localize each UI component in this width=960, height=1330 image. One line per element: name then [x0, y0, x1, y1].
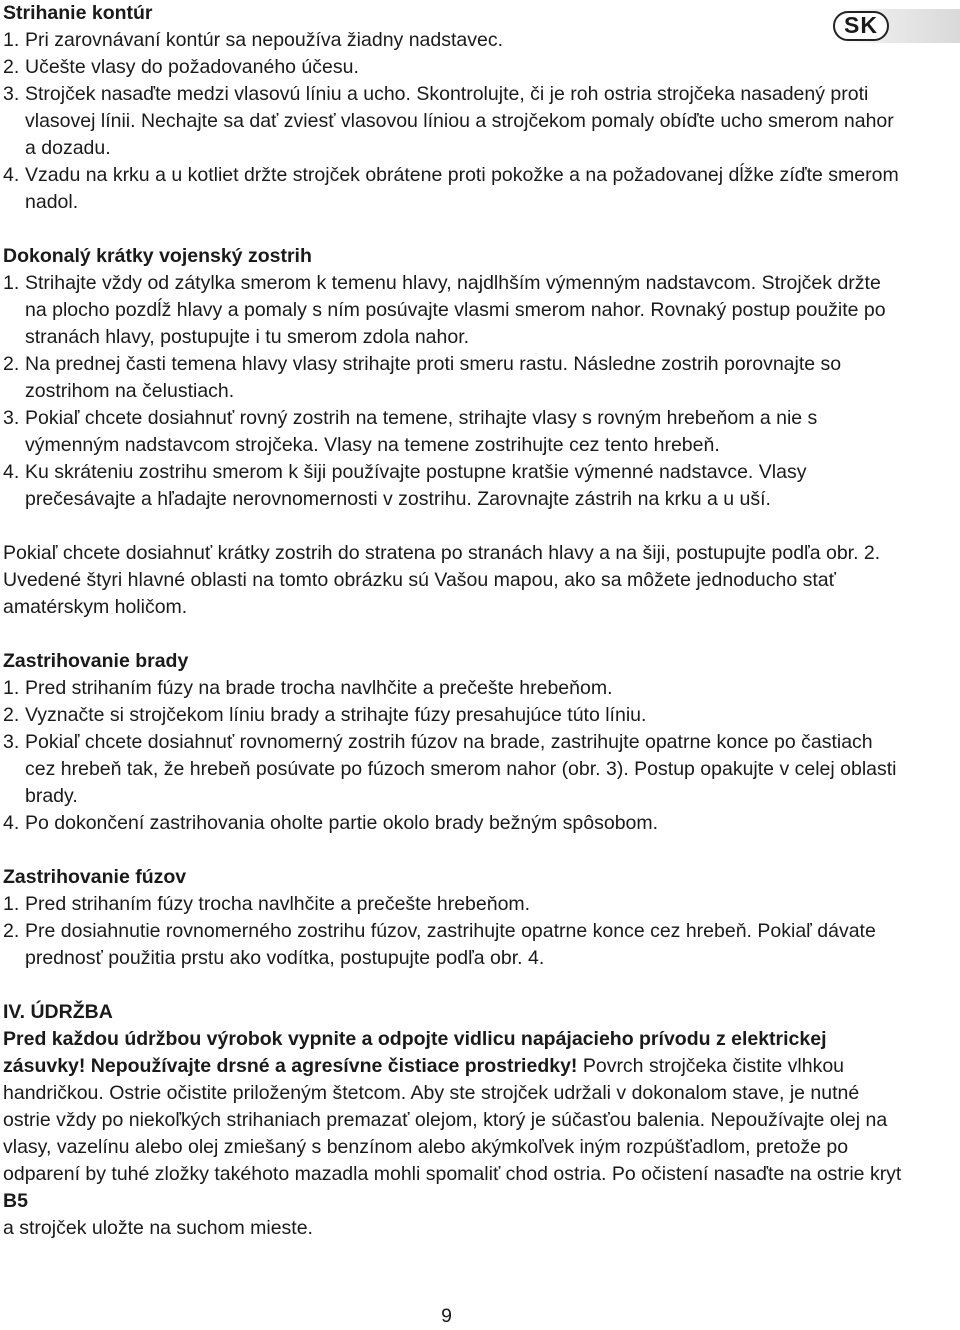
section-moustache-trimming [3, 864, 903, 972]
item-number: 2. [3, 704, 20, 726]
item-text: Ku skráteniu zostrihu smerom k šiji používajte postupne kratšie výmenné nadstavce. Vlasy prečesávajte a hľadajte nerovnomernosti v zostrihu. Zarovnajte zástrih na krku a u uší. [25, 461, 807, 510]
list-item [3, 675, 903, 702]
item-text: Strihajte vždy od zátylka smerom k temenu hlavy, najdlhším výmenným nadstavcom. Strojček držte na plocho pozdĺž hlavy a pomaly s ním posúvajte vlasmi smerom nahor. Rovnaký postup použite po stranách hlavy, postupujte i tu smerom zdola nahor. [25, 272, 886, 348]
item-text: Pokiaľ chcete dosiahnuť rovnomerný zostrih fúzov na brade, zastrihujte opatrne konce po častiach cez hrebeň tak, že hrebeň posúvate po fúzoch smerom nahor (obr. 3). Postup opakujte v celej oblasti brady. [25, 731, 897, 807]
section-maintenance [3, 999, 903, 1242]
item-number: 4. [3, 164, 20, 186]
item-text: Vyznačte si strojčekom líniu brady a strihajte fúzy presahujúce túto líniu. [25, 704, 647, 726]
list-item [3, 891, 903, 918]
item-text: Na prednej časti temena hlavy vlasy strihajte proti smeru rastu. Následne zostrih porovnajte so zostrihom na čelustiach. [25, 353, 842, 402]
list-item [3, 702, 903, 729]
section-beard-trimming [3, 648, 903, 837]
maintenance-paragraph [3, 1026, 903, 1242]
item-number: 2. [3, 56, 20, 78]
item-number: 1. [3, 677, 20, 699]
item-text: Po dokončení zastrihovania oholte partie okolo brady bežným spôsobom. [25, 812, 659, 834]
list-item [3, 81, 903, 162]
list-item [3, 810, 903, 837]
maintenance-text: Povrch strojčeka čistite vlhkou handričkou. Ostrie očistite priloženým štetcom. Aby ste strojček udržali v dokonalom stave, je nutné ostrie vždy po niekoľkých strihaniach premazať olejom, ktorý je súčasťou balenia. Nepoužívajte olej na vlasy, vazelínu alebo olej zmiešaný s benzínom alebo akýmkoľvek iným rozpúšťadlom, pretože po odparení by tuhé zložky takéhoto mazadla mohli spomaliť chod ostria. Po očistení nasaďte na ostrie kryt [3, 1055, 902, 1185]
list-item [3, 918, 903, 972]
list-item [3, 405, 903, 459]
list-item [3, 27, 903, 54]
item-number: 3. [3, 407, 20, 429]
item-number: 3. [3, 731, 20, 753]
paragraph-fade-cut: Pokiaľ chcete dosiahnuť krátky zostrih do stratena po stranách hlavy a na šiji, postupujte podľa obr. 2. Uvedené štyri hlavné oblasti na tomto obrázku sú Vašou mapou, ako sa môžete jednoducho stať amatérskym holičom. [3, 542, 881, 618]
item-number: 4. [3, 812, 20, 834]
language-badge: SK [833, 11, 889, 41]
maintenance-text-end: a strojček uložte na suchom mieste. [3, 1217, 313, 1239]
cover-code: B5 [3, 1190, 28, 1212]
section-title: IV. ÚDRŽBA [3, 1001, 113, 1023]
list-item [3, 270, 903, 351]
section-contour-trimming [3, 0, 903, 216]
item-number: 1. [3, 893, 20, 915]
list-item [3, 54, 903, 81]
item-number: 3. [3, 83, 20, 105]
list-item [3, 459, 903, 513]
section-title: Strihanie kontúr [3, 2, 153, 24]
list-item [3, 162, 903, 216]
item-text: Učešte vlasy do požadovaného účesu. [25, 56, 359, 78]
item-number: 1. [3, 272, 20, 294]
item-text: Pred strihaním fúzy na brade trocha navlhčite a prečešte hrebeňom. [25, 677, 613, 699]
section-title: Zastrihovanie fúzov [3, 866, 187, 888]
item-text: Pokiaľ chcete dosiahnuť rovný zostrih na temene, strihajte vlasy s rovným hrebeňom a nie s výmenným nadstavcom strojčeka. Vlasy na temene zostrihujte cez tento hrebeň. [25, 407, 818, 456]
item-number: 1. [3, 29, 20, 51]
item-text: Strojček nasaďte medzi vlasovú líniu a ucho. Skontrolujte, či je roh ostria strojčeka nasadený proti vlasovej línii. Nechajte sa dať zviesť vlasovou líniou a strojčekom pomaly obíďte ucho smerom nahor a dozadu. [25, 83, 894, 159]
item-number: 4. [3, 461, 20, 483]
item-text: Vzadu na krku a u kotliet držte strojček obrátene proti pokožke a na požadovanej dĺžke zíďte smerom nadol. [25, 164, 899, 213]
section-title: Dokonalý krátky vojenský zostrih [3, 245, 312, 267]
item-text: Pred strihaním fúzy trocha navlhčite a prečešte hrebeňom. [25, 893, 531, 915]
list-item [3, 351, 903, 405]
document-page [3, 0, 903, 1242]
list-item [3, 729, 903, 810]
section-military-cut [3, 243, 903, 513]
section-title: Zastrihovanie brady [3, 650, 189, 672]
warning-text: Pred každou údržbou výrobok vypnite a odpojte vidlicu napájacieho prívodu z elektrickej zásuvky! Nepoužívajte drsné a agresívne čistiace prostriedky! [3, 1028, 827, 1077]
page-number: 9 [441, 1305, 452, 1327]
item-text: Pre dosiahnutie rovnomerného zostrihu fúzov, zastrihujte opatrne konce cez hrebeň. Pokiaľ dávate prednosť použitia prstu ako vodítka, postupujte podľa obr. 4. [25, 920, 876, 969]
item-number: 2. [3, 353, 20, 375]
item-number: 2. [3, 920, 20, 942]
item-text: Pri zarovnávaní kontúr sa nepoužíva žiadny nadstavec. [25, 29, 504, 51]
